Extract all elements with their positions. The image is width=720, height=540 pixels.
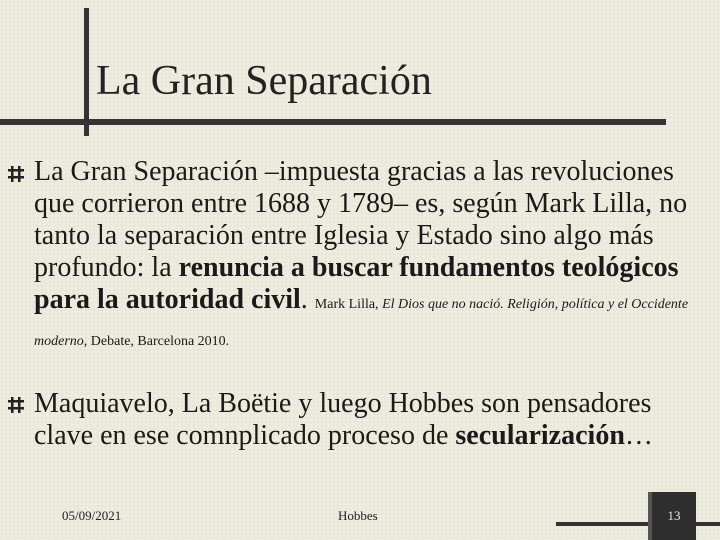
citation-author: Mark Lilla,	[314, 297, 383, 312]
title-vertical-bar	[84, 8, 89, 136]
bullet-maquiavelo	[34, 388, 694, 452]
bullet2-text: Maquiavelo, La Boëtie y luego Hobbes son pensadores clave en ese comnplicado proceso de	[34, 388, 652, 451]
page-number-box	[648, 492, 696, 540]
hash-bullet-icon	[8, 397, 24, 413]
bullet2-bold-text: secularización	[455, 420, 625, 451]
footer-title: Hobbes	[338, 508, 378, 523]
hash-bullet-icon	[8, 166, 24, 182]
citation-publisher: , Debate, Barcelona 2010.	[83, 334, 230, 349]
slide-title: La Gran Separación	[96, 58, 432, 104]
footer-date: 05/09/2021	[62, 508, 122, 523]
bullet1-text: La Gran Separación –impuesta gracias a las revoluciones que corrieron entre 1688 y 1789– es, según Mark Lilla, no tanto la separación entre Iglesia y Estado sino algo más profundo: la	[34, 156, 688, 283]
title-horizontal-bar	[0, 119, 666, 125]
bullet-gran-separacion	[34, 156, 694, 358]
bullet1-bold-text: renuncia a buscar fundamentos teológicos para la autoridad civil	[34, 252, 679, 315]
page-number: 13	[667, 508, 681, 523]
bullet1-text-end: .	[300, 284, 315, 315]
bullet2-text-end: …	[624, 420, 653, 451]
citation-title: El Dios que no nació. Religión, política y el Occidente moderno	[34, 297, 689, 349]
